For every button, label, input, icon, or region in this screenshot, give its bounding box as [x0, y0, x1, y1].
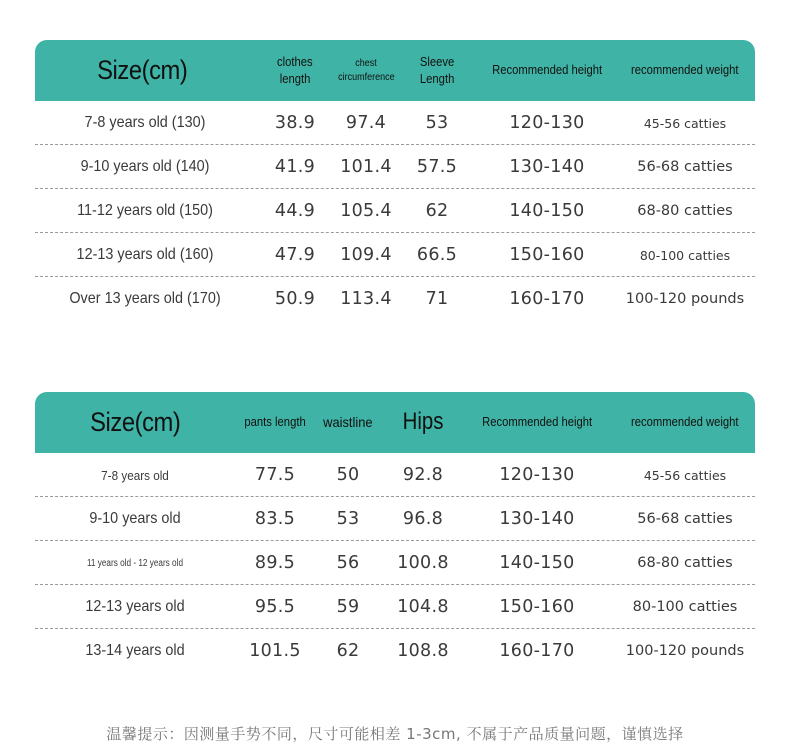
- weight-header-text: recommended weight: [631, 415, 739, 430]
- pants-length-value: 77.5: [254, 465, 296, 485]
- clothes-length-header: [262, 40, 328, 101]
- height-header-text: Recommended height: [481, 415, 593, 430]
- hips-value: 96.8: [402, 509, 444, 529]
- chest-header-line2: circumference: [337, 71, 395, 83]
- chest-value: 97.4: [345, 113, 387, 133]
- chest-value: 101.4: [340, 157, 392, 177]
- height-value: 130-140: [509, 157, 585, 177]
- size-label: 13-14 years old: [85, 642, 185, 659]
- table-row: [35, 585, 755, 629]
- height-value: 130-140: [499, 509, 575, 529]
- pants-length-header-text: pants length: [244, 415, 306, 430]
- sleeve-value: 66.5: [416, 245, 458, 265]
- clothes-length-value: 47.9: [274, 245, 316, 265]
- waistline-value: 56: [336, 553, 360, 573]
- size-header: [35, 40, 250, 101]
- top-size-table: [35, 40, 755, 321]
- table-row: [35, 189, 755, 233]
- height-value: 150-160: [499, 597, 575, 617]
- weight-value: 80-100 catties: [632, 599, 738, 615]
- size-header: [35, 392, 235, 453]
- table-row: [35, 145, 755, 189]
- table-row: [35, 233, 755, 277]
- table-row: [35, 541, 755, 585]
- size-label: Over 13 years old (170): [69, 290, 221, 307]
- top-table-header: [35, 40, 755, 101]
- sleeve-header-line2: Length: [419, 71, 455, 86]
- sleeve-header: [404, 40, 470, 101]
- size-label: 12-13 years old (160): [76, 246, 214, 263]
- weight-value: 56-68 catties: [637, 511, 733, 527]
- table-row: [35, 629, 755, 673]
- sleeve-header-line1: Sleeve: [419, 54, 455, 69]
- height-value: 160-170: [509, 289, 585, 309]
- height-value: 120-130: [509, 113, 585, 133]
- weight-value: 80-100 catties: [639, 247, 731, 263]
- chest-value: 113.4: [340, 289, 392, 309]
- weight-value: 100-120 pounds: [625, 643, 745, 659]
- weight-header-text: recommended weight: [631, 63, 739, 78]
- height-value: 120-130: [499, 465, 575, 485]
- bottom-table-rows: [35, 453, 755, 673]
- table-row: [35, 277, 755, 321]
- weight-value: 45-56 catties: [643, 115, 727, 131]
- height-value: 150-160: [509, 245, 585, 265]
- table-row: [35, 453, 755, 497]
- size-disclaimer: 温馨提示：因测量手势不同，尺寸可能相差 1-3cm, 不属于产品质量问题，谨慎选择: [106, 725, 684, 743]
- clothes-length-value: 38.9: [274, 113, 316, 133]
- hips-value: 100.8: [397, 553, 449, 573]
- waistline-value: 53: [336, 509, 360, 529]
- weight-value: 56-68 catties: [637, 159, 733, 175]
- height-header: [470, 392, 604, 453]
- hips-value: 92.8: [402, 465, 444, 485]
- waistline-header: [315, 392, 381, 453]
- chest-header-line1: chest: [355, 58, 377, 69]
- size-label: 12-13 years old: [85, 598, 185, 615]
- bottom-size-table: [35, 392, 755, 673]
- pants-length-value: 83.5: [254, 509, 296, 529]
- table-row: [35, 101, 755, 145]
- pants-length-value: 95.5: [254, 597, 296, 617]
- chest-header: [328, 40, 404, 101]
- bottom-table-header: [35, 392, 755, 453]
- clothes-length-header-line1: clothes: [277, 54, 313, 69]
- sleeve-value: 71: [425, 289, 449, 309]
- chest-value: 109.4: [340, 245, 392, 265]
- pants-length-header: [235, 392, 315, 453]
- table-row: [35, 497, 755, 541]
- size-header-text: Size(cm): [89, 407, 181, 438]
- clothes-length-value: 41.9: [274, 157, 316, 177]
- weight-value: 45-56 catties: [643, 467, 727, 483]
- hips-value: 104.8: [397, 597, 449, 617]
- weight-value: 68-80 catties: [637, 555, 733, 571]
- size-label: 9-10 years old: [89, 510, 181, 527]
- sleeve-value: 53: [425, 113, 449, 133]
- size-label: 7-8 years old (130): [84, 114, 206, 131]
- clothes-length-header-line2: length: [279, 71, 311, 86]
- weight-value: 68-80 catties: [637, 203, 733, 219]
- waistline-value: 50: [336, 465, 360, 485]
- size-label: 11-12 years old (150): [77, 202, 213, 219]
- height-header: [480, 40, 614, 101]
- clothes-length-value: 50.9: [274, 289, 316, 309]
- hips-header-text: Hips: [402, 408, 444, 436]
- weight-value: 100-120 pounds: [625, 291, 745, 307]
- hips-header: [381, 392, 465, 453]
- sleeve-value: 57.5: [416, 157, 458, 177]
- pants-length-value: 101.5: [249, 641, 301, 661]
- size-label: 11 years old - 12 years old: [86, 557, 184, 569]
- height-header-text: Recommended height: [491, 63, 603, 78]
- size-label: 7-8 years old: [101, 467, 169, 483]
- chest-value: 105.4: [340, 201, 392, 221]
- weight-header: [620, 392, 750, 453]
- height-value: 140-150: [499, 553, 575, 573]
- size-label: 9-10 years old (140): [80, 158, 210, 175]
- clothes-length-value: 44.9: [274, 201, 316, 221]
- waistline-value: 62: [336, 641, 360, 661]
- waistline-header-text: waistline: [323, 414, 373, 431]
- waistline-value: 59: [336, 597, 360, 617]
- size-header-text: Size(cm): [97, 55, 188, 86]
- top-table-rows: [35, 101, 755, 321]
- pants-length-value: 89.5: [254, 553, 296, 573]
- hips-value: 108.8: [397, 641, 449, 661]
- height-value: 160-170: [499, 641, 575, 661]
- weight-header: [620, 40, 750, 101]
- height-value: 140-150: [509, 201, 585, 221]
- sleeve-value: 62: [425, 201, 449, 221]
